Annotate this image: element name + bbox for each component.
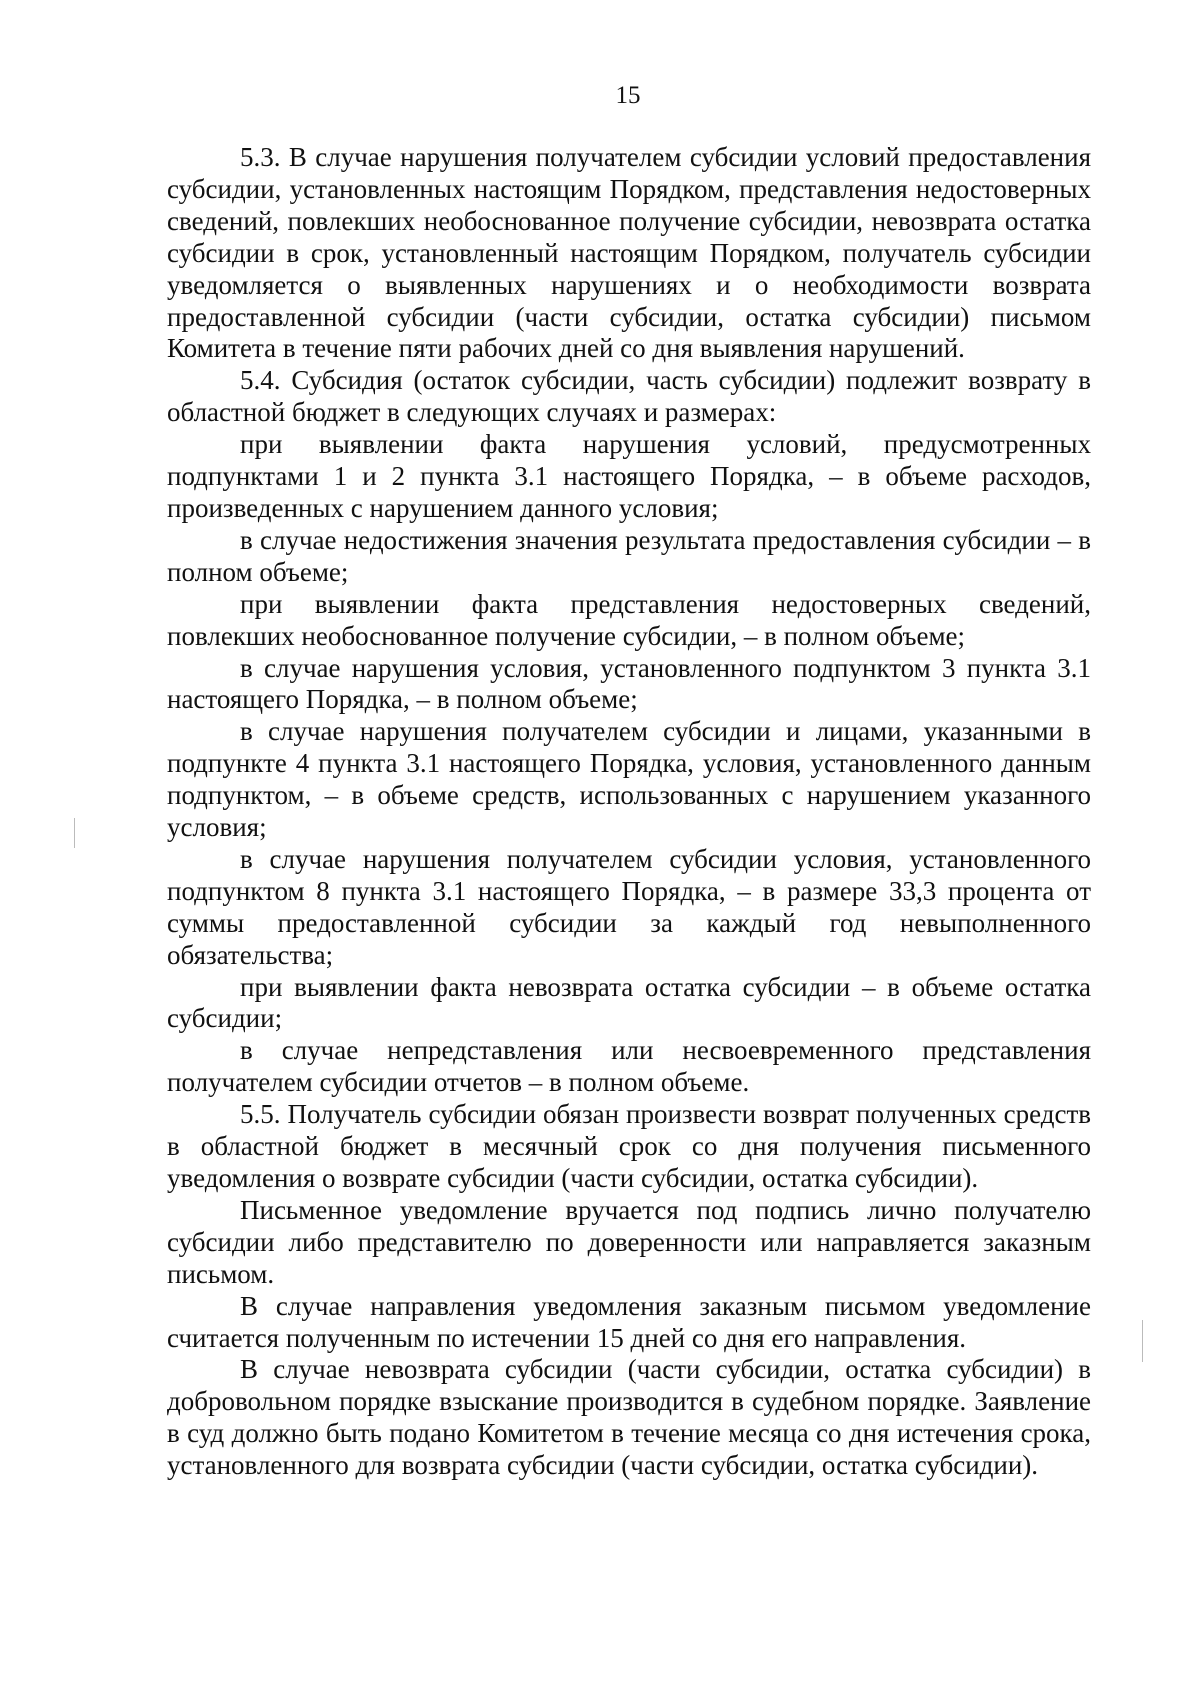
paragraph: 5.3. В случае нарушения получателем субсидии условий предоставления субсидии, установленных настоящим Порядком, представления недостоверных сведений, повлекших необоснованное получение субсидии, невозврата остатка субсидии в срок, установленный настоящим Порядком, получатель субсидии уведомляется о выявленных нарушениях и о необходимости возврата предоставленной субсидии (части субсидии, остатка субсидии) письмом Комитета в течение пяти рабочих дней со дня выявления нарушений. [167, 142, 1091, 364]
page-number: 15 [615, 82, 641, 109]
paragraph: в случае непредставления или несвоевременного представления получателем субсидии отчетов – в полном объеме. [167, 1035, 1091, 1098]
paragraph: Письменное уведомление вручается под подпись лично получателю субсидии либо представителю по доверенности или направляется заказным письмом. [167, 1194, 1091, 1289]
paragraph: в случае недостижения значения результата предоставления субсидии – в полном объеме; [167, 524, 1091, 587]
scan-artifact [74, 818, 75, 848]
paragraph: при выявлении факта невозврата остатка субсидии – в объеме остатка субсидии; [167, 971, 1091, 1034]
paragraph: при выявлении факта нарушения условий, предусмотренных подпунктами 1 и 2 пункта 3.1 настоящего Порядка, – в объеме расходов, произведенных с нарушением данного условия; [167, 429, 1091, 523]
paragraph: в случае нарушения получателем субсидии условия, установленного подпунктом 8 пункта 3.1 настоящего Порядка, – в размере 33,3 процента от суммы предоставленной субсидии за каждый год невыполненного обязательства; [167, 843, 1091, 970]
scan-artifact [1142, 1320, 1143, 1362]
paragraph: В случае направления уведомления заказным письмом уведомление считается полученным по истечении 15 дней со дня его направления. [167, 1290, 1091, 1353]
paragraph: в случае нарушения условия, установленного подпунктом 3 пункта 3.1 настоящего Порядка, – в полном объеме; [167, 652, 1091, 715]
paragraph: в случае нарушения получателем субсидии и лицами, указанными в подпункте 4 пункта 3.1 настоящего Порядка, условия, установленного данным подпунктом, – в объеме средств, использованных с нарушением указанного условия; [167, 716, 1091, 843]
paragraph: при выявлении факта представления недостоверных сведений, повлекших необоснованное получение субсидии, – в полном объеме; [167, 588, 1091, 651]
paragraph: 5.5. Получатель субсидии обязан произвести возврат полученных средств в областной бюджет в месячный срок со дня получения письменного уведомления о возврате субсидии (части субсидии, остатка субсидии). [167, 1099, 1091, 1193]
paragraph: В случае невозврата субсидии (части субсидии, остатка субсидии) в добровольном порядке взыскание производится в судебном порядке. Заявление в суд должно быть подано Комитетом в течение месяца со дня истечения срока, установленного для возврата субсидии (части субсидии, остатка субсидии). [167, 1354, 1091, 1481]
paragraph: 5.4. Субсидия (остаток субсидии, часть субсидии) подлежит возврату в областной бюджет в следующих случаях и размерах: [167, 365, 1091, 428]
document-body [167, 142, 1091, 1482]
